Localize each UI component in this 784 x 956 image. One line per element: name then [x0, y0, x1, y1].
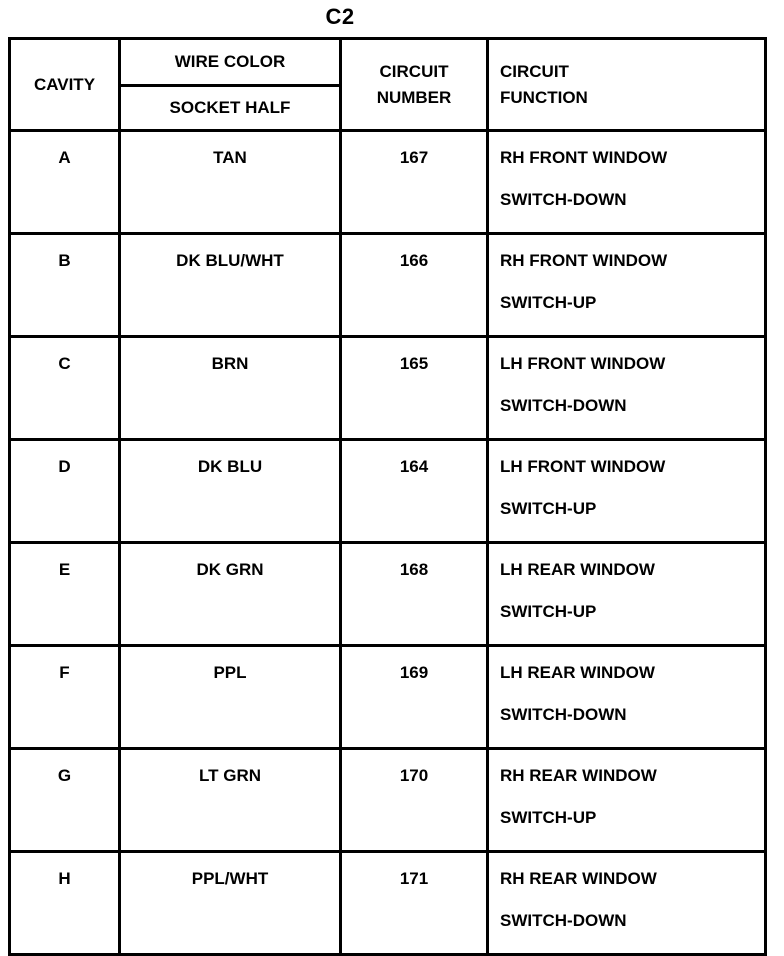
circuit-number-cell: 170 [341, 749, 488, 852]
circuit-number-cell: 165 [341, 337, 488, 440]
table-row [10, 131, 766, 234]
circuit-function-cell [488, 131, 766, 234]
wire-color-cell: TAN [120, 131, 341, 234]
header-circuit-number [341, 39, 488, 131]
circuit-function-cell [488, 234, 766, 337]
wire-color-cell: BRN [120, 337, 341, 440]
circuit-function-line2: SWITCH-DOWN [500, 396, 627, 415]
header-wire-color: WIRE COLOR [120, 39, 341, 86]
table-row [10, 337, 766, 440]
header-socket-half: SOCKET HALF [120, 86, 341, 131]
circuit-function-line2: SWITCH-UP [500, 602, 597, 621]
circuit-function-line2: SWITCH-UP [500, 293, 597, 312]
circuit-function-line1: RH FRONT WINDOW [500, 148, 668, 167]
circuit-function-line1: RH REAR WINDOW [500, 766, 657, 785]
cavity-cell: E [10, 543, 120, 646]
circuit-function-line1: RH REAR WINDOW [500, 869, 657, 888]
circuit-function-line2: SWITCH-DOWN [500, 911, 627, 930]
table-row [10, 543, 766, 646]
circuit-function-cell [488, 852, 766, 955]
circuit-function-line1: LH FRONT WINDOW [500, 354, 666, 373]
circuit-function-line2: SWITCH-UP [500, 808, 597, 827]
circuit-function-cell [488, 749, 766, 852]
table-row [10, 646, 766, 749]
header-circuit-number-line1: CIRCUIT [379, 61, 449, 81]
wire-color-cell: DK BLU/WHT [120, 234, 341, 337]
table-row [10, 749, 766, 852]
circuit-number-cell: 169 [341, 646, 488, 749]
circuit-function-cell [488, 543, 766, 646]
circuit-function-cell [488, 646, 766, 749]
circuit-function-line1: LH REAR WINDOW [500, 663, 655, 682]
wire-color-cell: LT GRN [120, 749, 341, 852]
wire-color-cell: PPL/WHT [120, 852, 341, 955]
circuit-number-cell: 168 [341, 543, 488, 646]
circuit-function-line2: SWITCH-UP [500, 499, 597, 518]
circuit-function-line1: RH FRONT WINDOW [500, 251, 668, 270]
cavity-cell: C [10, 337, 120, 440]
circuit-function-cell [488, 337, 766, 440]
cavity-cell: A [10, 131, 120, 234]
circuit-function-cell [488, 440, 766, 543]
cavity-cell: H [10, 852, 120, 955]
circuit-number-cell: 166 [341, 234, 488, 337]
connector-pinout-table [8, 37, 767, 956]
table-row [10, 234, 766, 337]
header-circuit-number-line2: NUMBER [376, 87, 452, 107]
circuit-function-line2: SWITCH-DOWN [500, 705, 627, 724]
cavity-cell: G [10, 749, 120, 852]
circuit-function-line1: LH REAR WINDOW [500, 560, 655, 579]
circuit-function-line2: SWITCH-DOWN [500, 190, 627, 209]
wire-color-cell: PPL [120, 646, 341, 749]
header-cavity: CAVITY [10, 39, 120, 131]
circuit-number-cell: 164 [341, 440, 488, 543]
header-circuit-function-line1: CIRCUIT [500, 61, 569, 81]
wire-color-cell: DK GRN [120, 543, 341, 646]
table-row [10, 852, 766, 955]
table-body [10, 131, 766, 955]
cavity-cell: B [10, 234, 120, 337]
header-circuit-function [488, 39, 766, 131]
cavity-cell: F [10, 646, 120, 749]
connector-title: C2 [325, 4, 355, 29]
wire-color-cell: DK BLU [120, 440, 341, 543]
header-circuit-function-line2: FUNCTION [500, 87, 588, 107]
cavity-cell: D [10, 440, 120, 543]
table-header [10, 39, 766, 131]
circuit-number-cell: 167 [341, 131, 488, 234]
circuit-number-cell: 171 [341, 852, 488, 955]
circuit-function-line1: LH FRONT WINDOW [500, 457, 666, 476]
table-row [10, 440, 766, 543]
